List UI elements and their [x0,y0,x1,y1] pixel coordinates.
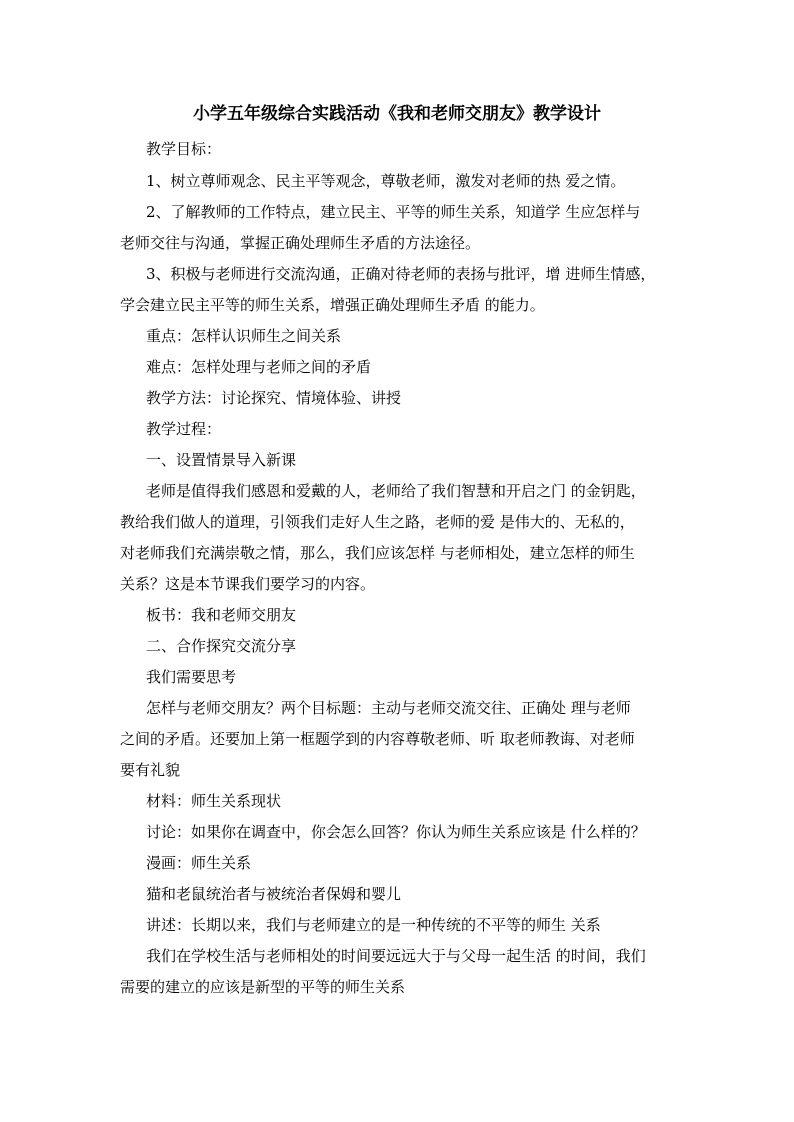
objective-2: 2、了解教师的工作特点，建立民主、平等的师生关系，知道学 生应怎样与 [146,203,641,221]
document-title: 小学五年级综合实践活动《我和老师交朋友》教学设计 [193,104,601,124]
cartoon-examples: 猫和老鼠统治者与被统治者保姆和婴儿 [146,885,402,903]
difficult-point: 难点：怎样处理与老师之间的矛盾 [146,358,372,376]
blackboard-note: 板书：我和老师交朋友 [146,606,297,624]
question-paragraph-line-3: 要有礼貌 [120,761,181,779]
think-prompt: 我们需要思考 [146,668,237,686]
intro-paragraph-line-3: 对老师我们充满崇敬之情，那么，我们应该怎样 与老师相处，建立怎样的师生 [120,544,635,562]
narration-line: 讲述：长期以来，我们与老师建立的是一种传统的不平等的师生 关系 [146,916,601,934]
section-heading-process: 教学过程： [146,420,222,438]
question-paragraph-line-2: 之间的矛盾。还要加上第一框题学到的内容尊敬老师、听 取老师教诲、对老师 [120,730,635,748]
step-2-heading: 二、合作探究交流分享 [146,637,297,655]
cartoon-line: 漫画：师生关系 [146,854,252,872]
objective-2-cont: 老师交往与沟通，掌握正确处理师生矛盾的方法途径。 [120,234,481,252]
objective-3-cont: 学会建立民主平等的师生关系，增强正确处理师生矛盾 的能力。 [120,296,545,314]
intro-paragraph-line-4: 关系？这是本节课我们要学习的内容。 [120,575,376,593]
intro-paragraph-line-1: 老师是值得我们感恩和爱戴的人，老师给了我们智慧和开启之门 的金钥匙， [146,482,646,500]
time-paragraph-line-2: 需要的建立的应该是新型的平等的师生关系 [120,978,406,996]
teaching-methods: 教学方法：讨论探究、情境体验、讲授 [146,389,402,407]
intro-paragraph-line-2: 教给我们做人的道理，引领我们走好人生之路，老师的爱 是伟大的、无私的， [120,513,635,531]
discussion-line: 讨论：如果你在调查中，你会怎么回答？你认为师生关系应该是 什么样的？ [146,823,646,841]
key-point: 重点：怎样认识师生之间关系 [146,327,342,345]
objective-1: 1、树立尊师观念、民主平等观念，尊敬老师，激发对老师的热 爱之情。 [146,172,626,190]
material-line: 材料：师生关系现状 [146,792,282,810]
time-paragraph-line-1: 我们在学校生活与老师相处的时间要远远大于与父母一起生活 的时间，我们 [146,947,646,965]
section-heading-objectives: 教学目标： [146,140,222,158]
step-1-heading: 一、设置情景导入新课 [146,451,297,469]
question-paragraph-line-1: 怎样与老师交朋友？两个目标题：主动与老师交流交往、正确处 理与老师 [146,699,631,717]
objective-3: 3、积极与老师进行交流沟通，正确对待老师的表扬与批评，增 进师生情感， [146,265,656,283]
